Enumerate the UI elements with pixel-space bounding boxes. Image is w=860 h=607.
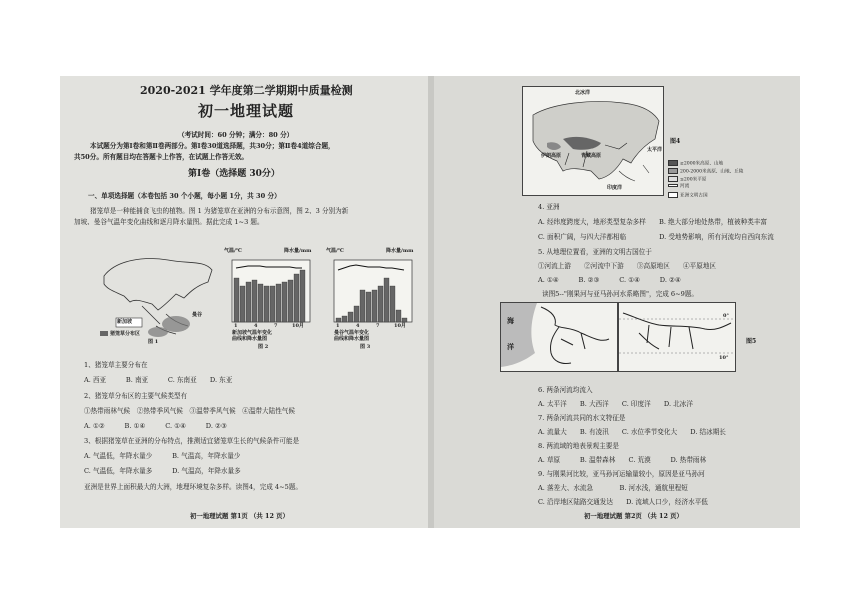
- legend-swatch-1: [668, 160, 678, 166]
- fig3-tick-7: 7: [376, 323, 380, 329]
- fig2-temp-label: 气温/℃: [224, 248, 242, 254]
- question-3-options-c: C. 气温低，年降水量多 D. 气温高，年降水量多: [84, 467, 241, 475]
- fig1-label-bkk: 曼谷: [192, 312, 203, 318]
- exam-info: （考试时间：60 分钟；满分：80 分）: [178, 131, 294, 139]
- fig2-caption-line-1: 新加坡气温年变化: [232, 330, 273, 336]
- intro-line-1: 本试题分为第Ⅰ卷和第Ⅱ卷两部分。第Ⅰ卷30道选择题，共30分；第Ⅱ卷4道综合题，: [90, 142, 335, 150]
- fig4-arctic-ocean: 北冰洋: [575, 90, 591, 96]
- question-5-items: ①河流上游 ②河流中下游 ③高原地区 ④平原地区: [538, 262, 717, 270]
- fig2-rain-label: 降水量/mm: [284, 248, 312, 254]
- fig5-caption: 图5: [746, 338, 757, 345]
- fig5-sea: 海: [507, 316, 514, 325]
- figure-4-asia-map: [522, 86, 664, 196]
- question-7-options: A. 流量大 B. 有凌汛 C. 水位季节变化大 D. 结冰期长: [538, 428, 726, 436]
- legend-row-1: [668, 160, 723, 167]
- passage-fig5: 读图5--"刚果河与亚马孙河水系略图"，完成 6~9题。: [542, 290, 699, 298]
- fig2-number: 图 2: [258, 344, 269, 350]
- figure-1-map: [96, 246, 216, 346]
- question-6: 6. 两条河流均流入: [538, 386, 593, 394]
- fig1-label-sg: 新加坡: [117, 319, 133, 325]
- legend-label-2: 200-2000米高原、山地、丘陵: [680, 169, 744, 175]
- question-9: 9. 与刚果河比较，亚马孙河运输量较小，原因是亚马孙河: [538, 470, 705, 478]
- legend-label-4: 河流: [680, 184, 690, 189]
- part-one-heading: 一、单项选择题（本卷包括 30 个小题，每小题 1分，共 30 分）: [88, 192, 281, 200]
- fig3-caption-line-1: 曼谷气温年变化: [334, 330, 370, 336]
- question-8-options: A. 草原 B. 温带森林 C. 荒漠 D. 热带雨林: [538, 456, 707, 464]
- footer-page-1: 初一地理试题 第1页 （共 12 页）: [190, 512, 289, 520]
- exam-title: 2020-2021 学年度第二学期期中质量检测: [140, 84, 353, 97]
- fig4-label-iran: 伊朗高原: [541, 153, 562, 159]
- footer-page-2: 初一地理试题 第2页 （共 12 页）: [584, 512, 683, 520]
- fig1-caption: 图 1: [148, 339, 159, 345]
- legend-swatch-4: [668, 184, 678, 187]
- legend-row-4: [668, 184, 689, 190]
- question-5-options: A. ①④ B. ②③ C. ①④ D. ②④: [538, 276, 681, 284]
- legend-swatch-2: [668, 168, 678, 174]
- question-9-options-c: C. 沿岸地区陆路交通发达 D. 流域人口少，经济水平低: [538, 498, 708, 506]
- fig3-caption-line-2: 曲线和降水量图: [334, 336, 370, 342]
- fig4-caption: 图4: [670, 138, 681, 145]
- legend-row-5: [668, 192, 708, 199]
- figure-5-congo-map: [500, 302, 618, 372]
- legend-label-5: 亚洲文明古国: [680, 193, 708, 199]
- legend-swatch-3: [668, 176, 678, 182]
- question-5: 5. 从地理位置看，亚洲的文明古国位于: [538, 248, 652, 256]
- question-3: 3、根据猪笼草在亚洲的分布特点，推测适宜猪笼草生长的气候条件可能是: [84, 437, 300, 445]
- fig4-indian-ocean: 印度洋: [607, 185, 623, 191]
- question-1: 1、猪笼草主要分布在: [84, 361, 148, 369]
- question-7: 7. 两条河流共同的水文特征是: [538, 414, 626, 422]
- legend-swatch-5: [668, 192, 678, 198]
- fig5-ocean: 洋: [507, 342, 514, 351]
- figure-3-climate-chart: [326, 248, 422, 352]
- fig2-tick-10: 10月: [292, 323, 304, 329]
- section-title: 第Ⅰ卷（选择题 30分）: [188, 169, 280, 179]
- question-4-options-a: A. 经纬度跨度大，地形类型复杂多样 B. 绝大部分地处热带，植被种类丰富: [538, 218, 767, 226]
- fig3-tick-10: 10月: [394, 323, 406, 329]
- page-right: [434, 76, 800, 528]
- fig2-tick-1: 1: [234, 323, 238, 329]
- question-9-options-a: A. 落差大、水流急 B. 河水浅，通航里程短: [538, 484, 688, 492]
- fig3-tick-4: 4: [356, 323, 360, 329]
- intro-line-2: 共50分。所有题目均在答题卡上作答，在试题上作答无效。: [74, 153, 249, 161]
- fig4-label-tibet: 青藏高原: [581, 153, 602, 159]
- fig2-tick-4: 4: [254, 323, 258, 329]
- legend-label-3: ≤200米平原: [680, 177, 707, 183]
- fig3-rain-label: 降水量/mm: [386, 248, 414, 254]
- fig1-legend-nep: 猪笼草分布区: [110, 331, 141, 337]
- legend-row-3: [668, 176, 706, 183]
- fig2-tick-7: 7: [274, 323, 278, 329]
- page-left: [60, 76, 428, 528]
- passage-line-2: 加坡、曼谷气温年变化曲线和逐月降水量图。据此完成 1~3 题。: [74, 218, 264, 226]
- question-2-items: ①热带雨林气候 ②热带季风气候 ③温带季风气候 ④温带大陆性气候: [84, 407, 295, 415]
- fig3-temp-label: 气温/℃: [326, 248, 344, 254]
- legend-row-2: [668, 168, 743, 175]
- fig3-number: 图 3: [360, 344, 371, 350]
- question-4-options-c: C. 面积广阔，与四大洋都相临 D. 受地势影响，所有河流均自西向东流: [538, 233, 774, 241]
- fig5-lat-10: 10°: [719, 355, 729, 361]
- exam-subtitle: 初一地理试题: [198, 102, 295, 120]
- fig2-caption-line-2: 曲线和降水量图: [232, 336, 268, 342]
- figure-2-climate-chart: [224, 248, 320, 352]
- fig5-lat-0: 0°: [723, 313, 729, 319]
- scanned-sheet: [60, 76, 800, 528]
- question-2: 2、猪笼草分布区的主要气候类型有: [84, 392, 188, 400]
- legend-label-1: ≥2000米高原、山地: [680, 161, 724, 167]
- passage-2: 亚洲是世界上面积最大的大洲，地理环境复杂多样。读图4，完成 4~5题。: [84, 483, 303, 491]
- figure-5-amazon-map: [618, 302, 736, 372]
- question-3-options-a: A. 气温低，年降水量少 B. 气温高，年降水量少: [84, 452, 241, 460]
- question-8: 8. 两流域的地表景观主要是: [538, 442, 619, 450]
- question-2-options: A. ①② B. ①④ C. ①④ D. ②③: [84, 422, 227, 430]
- question-6-options: A. 太平洋 B. 大西洋 C. 印度洋 D. 北冰洋: [538, 400, 693, 408]
- question-4: 4. 亚洲: [538, 203, 560, 211]
- fig3-tick-1: 1: [336, 323, 340, 329]
- question-1-options: A. 西亚 B. 南亚 C. 东南亚 D. 东亚: [84, 376, 233, 384]
- fig4-legend: [668, 160, 792, 216]
- passage-line-1: 猪笼草是一种能捕食飞虫的植物。图 1 为猪笼草在亚洲的分布示意图，图 2、3 分别为新: [90, 207, 349, 215]
- fig4-pacific-ocean: 太平洋: [647, 147, 663, 153]
